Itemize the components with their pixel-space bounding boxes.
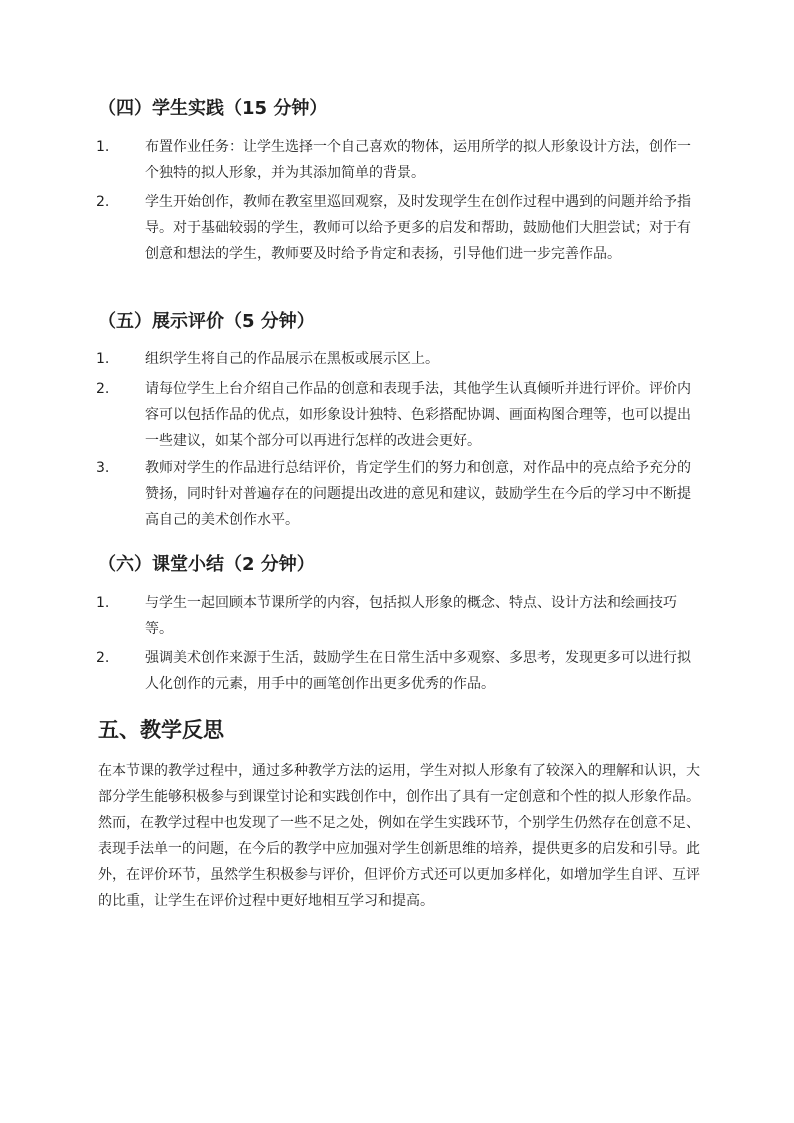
list-number: 1. (96, 351, 110, 367)
list-text: 布置作业任务：让学生选择一个自己喜欢的物体，运用所学的拟人形象设计方法，创作一个独特的拟人形象，并为其添加简单的背景。 (145, 139, 691, 181)
list-text: 请每位学生上台介绍自己作品的创意和表现手法，其他学生认真倾听并进行评价。评价内容可以包括作品的优点，如形象设计独特、色彩搭配协调、画面构图合理等，也可以提出一些建议，如某个部分可以再进行怎样的改进会更好。 (145, 381, 691, 449)
list-number: 2. (96, 381, 110, 397)
section-heading-practice: （四）学生实践（15 分钟） (98, 98, 328, 119)
list-number: 1. (96, 595, 110, 611)
list-number: 2. (96, 650, 110, 666)
reflection-paragraph: 在本节课的教学过程中，通过多种教学方法的运用，学生对拟人形象有了较深入的理解和认识，大部分学生能够积极参与到课堂讨论和实践创作中，创作出了具有一定创意和个性的拟人形象作品。然而，在教学过程中也发现了一些不足之处，例如在学生实践环节，个别学生仍然存在创意不足、表现手法单一的问题，在今后的教学中应加强对学生创新思维的培养，提供更多的启发和引导。此外，在评价环节，虽然学生积极参与评价，但评价方式还可以更加多样化，如增加学生自评、互评的比重，让学生在评价过程中更好地相互学习和提高。 (98, 763, 700, 909)
reflection-heading: 五、教学反思 (98, 718, 224, 742)
list-text: 强调美术创作来源于生活，鼓励学生在日常生活中多观察、多思考，发现更多可以进行拟人化创作的元素，用手中的画笔创作出更多优秀的作品。 (145, 650, 691, 692)
list-number: 3. (96, 460, 110, 476)
section-heading-summary: （六）课堂小结（2 分钟） (98, 554, 315, 575)
list-text: 学生开始创作，教师在教室里巡回观察，及时发现学生在创作过程中遇到的问题并给予指导。对于基础较弱的学生，教师可以给予更多的启发和帮助，鼓励他们大胆尝试；对于有创意和想法的学生，教师要及时给予肯定和表扬，引导他们进一步完善作品。 (145, 194, 691, 262)
section-heading-evaluation: （五）展示评价（5 分钟） (98, 311, 315, 332)
list-number: 1. (96, 139, 110, 155)
list-text: 与学生一起回顾本节课所学的内容，包括拟人形象的概念、特点、设计方法和绘画技巧等。 (145, 595, 677, 637)
list-text: 教师对学生的作品进行总结评价，肯定学生们的努力和创意，对作品中的亮点给予充分的赞扬，同时针对普遍存在的问题提出改进的意见和建议，鼓励学生在今后的学习中不断提高自己的美术创作水平。 (145, 460, 691, 528)
list-text: 组织学生将自己的作品展示在黑板或展示区上。 (145, 351, 439, 367)
list-number: 2. (96, 194, 110, 210)
